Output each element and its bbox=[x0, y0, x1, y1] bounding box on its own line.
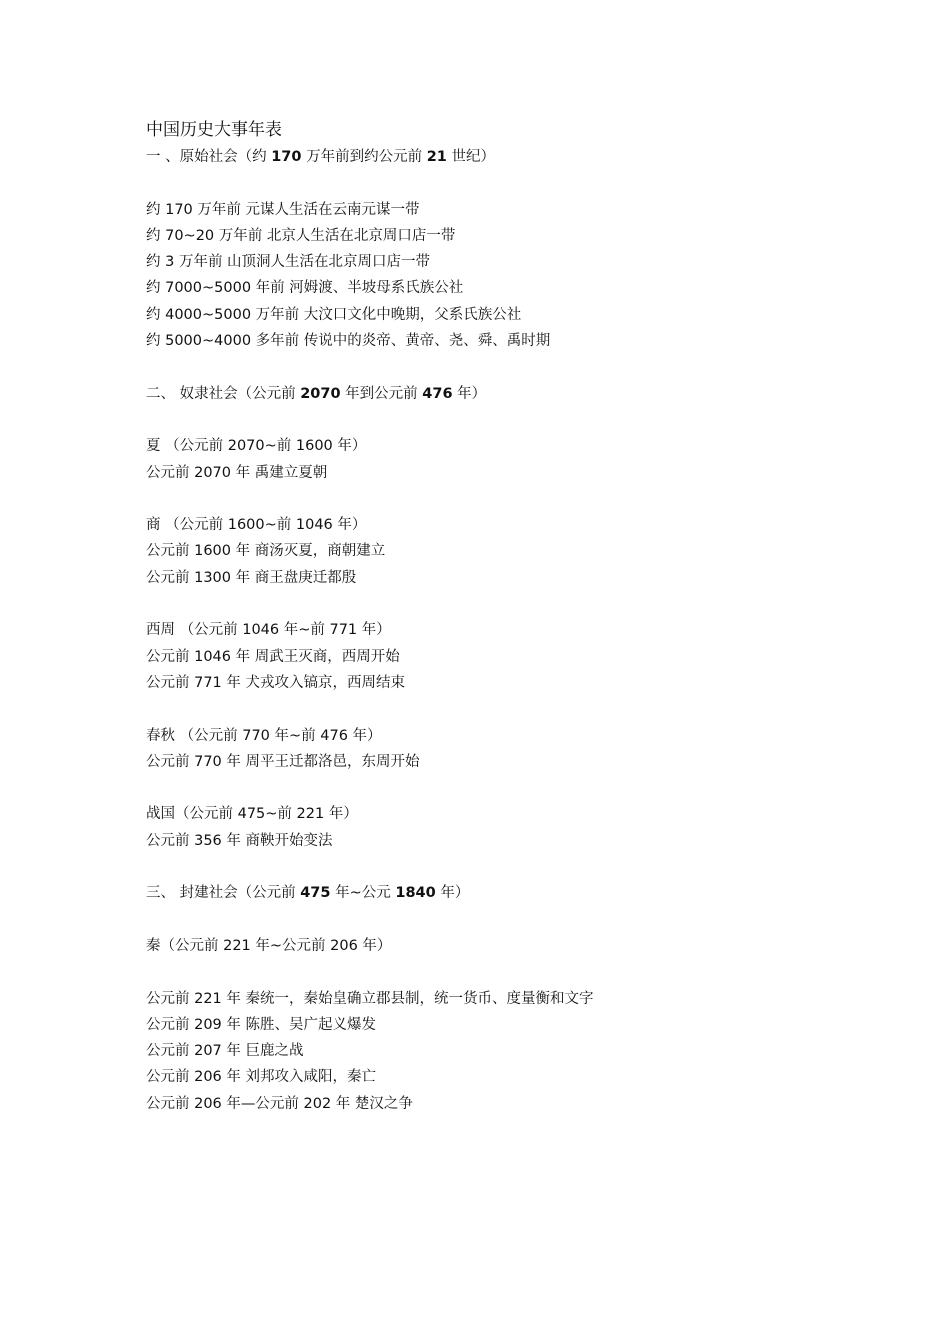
spacer bbox=[146, 775, 846, 801]
timeline-entry: 公元前 1300 年 商王盘庚迁都殷 bbox=[146, 569, 357, 586]
spacer bbox=[146, 486, 846, 512]
spacer bbox=[146, 696, 846, 722]
timeline-entry: 公元前 207 年 巨鹿之战 bbox=[146, 1043, 304, 1060]
timeline-entry: 公元前 221 年 秦统一，秦始皇确立郡县制，统一货币、度量衡和文字 bbox=[146, 990, 594, 1007]
dynasty-heading-zhanguo: 战国（公元前 475~前 221 年） bbox=[146, 806, 358, 823]
timeline-entry: 公元前 1046 年 周武王灭商，西周开始 bbox=[146, 648, 400, 665]
section-heading-feudal-society: 三、 封建社会（公元前 475 年~公元 1840 年） bbox=[146, 885, 470, 902]
timeline-entry: 公元前 356 年 商鞅开始变法 bbox=[146, 832, 333, 849]
section-heading-primitive-society: 一 、原始社会（约 170 万年前到约公元前 21 世纪） bbox=[146, 149, 496, 165]
dynasty-heading-shang: 商 （公元前 1600~前 1046 年） bbox=[146, 517, 367, 534]
timeline-entry: 约 3 万年前 山顶洞人生活在北京周口店一带 bbox=[146, 254, 431, 271]
document-title: 中国历史大事年表 bbox=[146, 120, 282, 140]
dynasty-heading-xia: 夏 （公元前 2070~前 1600 年） bbox=[146, 438, 367, 455]
spacer bbox=[146, 959, 846, 985]
spacer bbox=[146, 354, 846, 380]
timeline-entry: 公元前 770 年 周平王迁都洛邑，东周开始 bbox=[146, 753, 420, 770]
timeline-entry: 约 4000~5000 万年前 大汶口文化中晚期，父系氏族公社 bbox=[146, 306, 522, 323]
timeline-entry: 公元前 771 年 犬戎攻入镐京，西周结束 bbox=[146, 674, 406, 691]
timeline-entry: 约 70~20 万年前 北京人生活在北京周口店一带 bbox=[146, 227, 456, 244]
spacer bbox=[146, 591, 846, 617]
timeline-entry: 约 7000~5000 年前 河姆渡、半坡母系氏族公社 bbox=[146, 280, 464, 297]
section-heading-slave-society: 二、 奴隶社会（公元前 2070 年到公元前 476 年） bbox=[146, 385, 487, 402]
spacer bbox=[146, 854, 846, 880]
dynasty-heading-chunqiu: 春秋 （公元前 770 年~前 476 年） bbox=[146, 727, 382, 744]
spacer bbox=[146, 407, 846, 433]
spacer bbox=[146, 170, 846, 196]
document-content bbox=[146, 116, 846, 1117]
spacer bbox=[146, 907, 846, 933]
timeline-entry: 约 5000~4000 多年前 传说中的炎帝、黄帝、尧、舜、禹时期 bbox=[146, 333, 551, 350]
timeline-entry: 公元前 2070 年 禹建立夏朝 bbox=[146, 464, 328, 481]
timeline-entry: 约 170 万年前 元谋人生活在云南元谋一带 bbox=[146, 201, 420, 218]
timeline-entry: 公元前 206 年 刘邦攻入咸阳，秦亡 bbox=[146, 1069, 377, 1086]
timeline-entry: 公元前 209 年 陈胜、吴广起义爆发 bbox=[146, 1016, 377, 1033]
timeline-entry: 公元前 206 年—公元前 202 年 楚汉之争 bbox=[146, 1095, 413, 1112]
dynasty-heading-qin: 秦（公元前 221 年~公元前 206 年） bbox=[146, 937, 392, 954]
dynasty-heading-xizhou: 西周 （公元前 1046 年~前 771 年） bbox=[146, 622, 391, 639]
timeline-entry: 公元前 1600 年 商汤灭夏，商朝建立 bbox=[146, 543, 386, 560]
